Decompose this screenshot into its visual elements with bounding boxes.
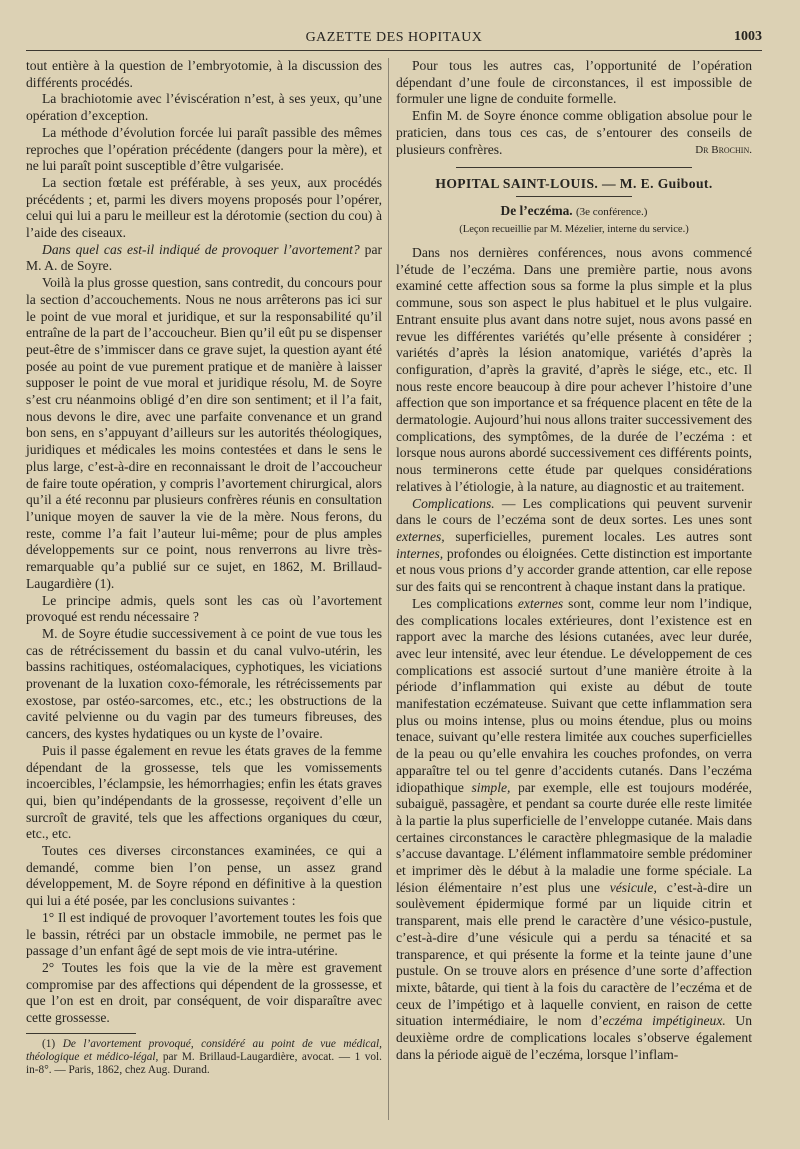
- paragraph: Voilà la plus grosse question, sans contredit, du concours pour la section d’accouchements. Nous ne nous arrêterons pas ici sur le point de vue moral et juridique, et sur la responsabilité qu’il entraîne de la part de l’accoucheur. Bien qu’il eût pu se dispenser peut-être de s’immiscer dans ce grave sujet, la question ayant été posée au point de vue purement pratique et de manière à laisser supposer le point de vue moral et juridique résolu, M. de Soyre s’est cru néanmoins obligé d’en dire son sentiment; et il l’a fait, nous devons le dire, avec une parfaite convenance et un grand bon sens, en s’appuyant d’ailleurs sur les autorités théologiques, juridiques et médicales les moins contestées et dans le sens le plus large, c’est-à-dire en reconnaissant le droit de l’accoucheur de faire toute opération, y compris l’avortement chirurgical, alors qu’il a été reconnu par plusieurs confrères réunis en consultation l’unique moyen de sauver la vie de la mère. Nous ferons, du reste, comme l’a fait l’auteur lui-même; pour de plus amples développements sur ce point, nous renverrons au livre très-remarquable qu’a publié sur ce sujet, en 1862, M. Brillaud-Laugardière (1).: [26, 275, 382, 591]
- footnote-book-title: De l’avortement provoqué, considéré au point de vue médical, théologique et médico-légal,: [26, 1037, 382, 1063]
- column-divider: [388, 58, 389, 1120]
- term-externes: externes,: [396, 528, 445, 544]
- page-number: 1003: [734, 29, 762, 44]
- footnote: [26, 1038, 382, 1077]
- paragraph: La brachiotomie avec l’éviscération n’est, à ses yeux, qu’une opération d’exception.: [26, 91, 382, 124]
- term-externes: externes: [517, 595, 564, 611]
- text-run: Les complications: [412, 595, 518, 611]
- term-eczema-impetigineux: eczéma impétigineux.: [602, 1013, 726, 1029]
- heading-rule: [516, 196, 632, 197]
- paragraph: La section fœtale est préférable, à ses yeux, aux procédés précédents ; et, parmi les divers moyens proposés pour l’opérer, celui qui lui a paru le meilleur est la dérotomie (section du cou) à l’aide des ciseaux.: [26, 174, 382, 241]
- footnote-rule: [26, 1033, 136, 1034]
- footnote-marker: (1): [42, 1037, 56, 1050]
- journal-title: GAZETTE DES HOPITAUX: [305, 30, 483, 45]
- paragraph: Dans nos dernières conférences, nous avons commencé l’étude de l’eczéma. Dans une première partie, nous avons examiné cette affection sous sa forme la plus simple et la plus commune, sous son aspect le plus habituel et le plus vulgaire. Entrant ensuite plus avant dans notre sujet, nous avons passé en revue les différentes variétés qu’elle présente à considérer ; variétés d’après la lésion anatomique, variétés d’après la configuration, d’après la gravité, d’après le siége, etc., etc. Il nous reste encore beaucoup à dire pour achever l’histoire d’une affection que son importance et sa fréquence placent en tête de la dermatologie. Aujourd’hui nous allons traiter successivement des complications, des symptômes, de la durée de l’eczéma : et lorsque nous aurons abordé successivement ces différents points, nous terminerons cette étude par quelques considérations relatives à l’étiologie, à la nature, au diagnostic et au traitement.: [396, 245, 752, 494]
- text-run: sont, comme leur nom l’indique, des complications locales extérieures, dont l’existence est en rapport avec la marche des lésions cutanées, avec leur durée, avec leur intensité, avec leur étendue. Le développement de ces complications est associé surtout d’une manière étroite à la période d’inflammation qui existe au début de toute manifestation eczémateuse. Suivant que cette inflammation sera plus ou moins intense, plus ou moins étendue, plus ou moins tenace, suivant qu’elle restera limitée aux couches superficielles de la peau ou qu’elle envahira les couches profondes, on verra apparaître tel ou tel genre d’accidents cutanés. Dans l’eczéma idiopathique: [396, 595, 753, 795]
- section-subheading: [26, 242, 382, 275]
- term-simple: simple,: [471, 779, 511, 795]
- text-run: par exemple, elle est toujours modérée, subaiguë, passagère, et pendant sa courte durée elle reste limitée à la partie la plus superficielle de l’enveloppe cutanée. Mais dans certaines circonstances le caractère phlegmasique de la maladie s’accuse davantage. L’élément inflammatoire semble prédominer et imprimer dès le début à la maladie une forme spéciale. La lésion élémentaire n’est plus une: [396, 779, 752, 895]
- author-signature: Dr Brochin.: [695, 144, 752, 157]
- text-run: profondes ou éloignées. Cette distinction est importante et nous vous prions d’y accorder grande attention, car elle repose sur des faits qui se rencontrent à chaque instant dans la pratique.: [396, 545, 752, 595]
- lecture-topic: De l’eczéma.: [500, 202, 573, 218]
- paragraph: Enfin M. de Soyre énonce comme obligation absolue pour le praticien, dans tous ces cas, de s’entourer des conseils de plusieurs confrères.: [396, 108, 752, 157]
- left-column: [26, 58, 382, 1077]
- paragraph: 1° Il est indiqué de provoquer l’avortement toutes les fois que le bassin, rétréci par un obstacle immobile, ne permet pas le passage d’un enfant âgé de sept mois de vie intra-utérine.: [26, 909, 382, 959]
- paragraph: Puis il passe également en revue les états graves de la femme dépendant de la grossesse, tels que les vomissements incoercibles, l’éclampsie, les hémorrhagies; enfin les états graves qui, bien qu’indépendants de la grossesse, reçoivent d’elle un surcroît de gravité, tels que les affections organiques du cœur, etc., etc.: [26, 742, 382, 842]
- lecture-conference: (3e conférence.): [576, 205, 648, 218]
- lecture-title: [396, 203, 752, 221]
- section-rule: [456, 167, 692, 168]
- text-run: superficielles, purement locales. Les autres sont: [444, 528, 752, 544]
- paragraph: M. de Soyre étudie successivement à ce point de vue tous les cas de rétrécissement du bassin et du canal vulvo-utérin, les bassins rachitiques, ostéomalaciques, cyphotiques, les viciations provenant de la luxation coxo-fémorale, les rétrécissements par exostose, par ostéo-sarcomes, etc., etc.; les obstructions de la cavité pelvienne ou du vagin par des tumeurs fibreuses, des cancers, des kystes hydatiques ou un kyste de l’ovaire.: [26, 625, 382, 742]
- right-column: [396, 58, 752, 1063]
- term-internes: internes,: [396, 545, 444, 561]
- paragraph: 2° Toutes les fois que la vie de la mère est gravement compromise par des affections qui dépendent de la grossesse, et que l’on est en droit, par conséquent, de voir disparaître avec cette grossesse.: [26, 959, 382, 1026]
- paragraph: Le principe admis, quels sont les cas où l’avortement provoqué est rendu nécessaire ?: [26, 592, 382, 625]
- subheading-question: Dans quel cas est-il indiqué de provoquer l’avortement?: [42, 241, 360, 257]
- lecture-note: (Leçon recueillie par M. Mézelier, interne du service.): [459, 224, 689, 236]
- term-vesicule: vésicule,: [609, 879, 657, 895]
- footnote-details: par M. Brillaud-Laugardière, avocat. — 1 vol. in-8°. — Paris, 1862, chez Aug. Durand.: [26, 1050, 383, 1076]
- text-run: c’est-à-dire un soulèvement épidermique formé par un liquide citrin et transparent, mais elle prend le caractère d’une vésico-pustule, c’est-à-dire d’une vésicule qui a perdu sa ténacité et sa transparence, et qui présente la forme et la teinte jaune d’une pustule. On se trouve alors en présence d’une sorte d’affection mixte, bâtarde, qui tient à la fois du caractère de l’eczéma et de ceux de l’impétigo et à laquelle convient, en raison de cette situation intermédiaire, le nom d’: [396, 879, 752, 1029]
- text-run: Un deuxième ordre de complications locales s’observe également dans la période aiguë de l’eczéma, lorsque l’inflam-: [396, 1013, 753, 1062]
- text-run: — Les complications qui peuvent survenir dans le cours de l’eczéma sont de deux sortes. Les unes sont: [396, 495, 752, 528]
- paragraph: [396, 596, 752, 1064]
- paragraph: Pour tous les autres cas, l’opportunité de l’opération dépendant d’une foule de circonstances, il est impossible de formuler une ligne de conduite formelle.: [396, 58, 752, 107]
- paragraph: La méthode d’évolution forcée lui paraît passible des mêmes reproches que l’opération précédente (dangers pour la mère), et ne lui paraît point susceptible d’être vulgarisée.: [26, 124, 382, 174]
- paragraph: [396, 496, 752, 596]
- complications-lead: Complications.: [412, 495, 495, 511]
- subheading-author: par M. A. de Soyre.: [26, 241, 382, 274]
- page-header: [26, 28, 762, 51]
- paragraph: tout entière à la question de l’embryotomie, à la discussion des différents procédés.: [26, 58, 382, 90]
- hospital-heading: HOPITAL SAINT-LOUIS. — M. E. Guibout.: [435, 175, 713, 191]
- paragraph: Toutes ces diverses circonstances examinées, ce qui a demandé, comme bien l’on pense, un assez grand développement, M. de Soyre répond en définitive à la question qui lui a été posée, par les conclusions suivantes :: [26, 843, 382, 909]
